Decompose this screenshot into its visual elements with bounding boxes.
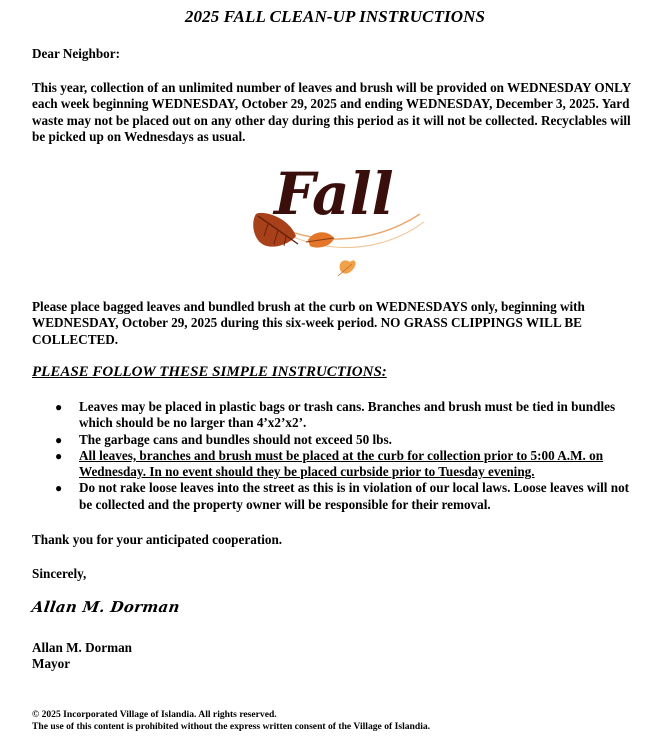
- instruction-text: Do not rake loose leaves into the street as this is in violation of our local laws. Loose leaves will not be collected and the property owner will be responsible for their removal.: [79, 480, 630, 512]
- signer-block: [32, 640, 644, 673]
- page-title: 2025 FALL CLEAN-UP INSTRUCTIONS: [184, 7, 486, 26]
- signature: Allan M. Dorman: [30, 598, 182, 616]
- list-item: [55, 399, 639, 432]
- closing-line: Sincerely,: [32, 566, 87, 581]
- bullet-icon: ●: [55, 400, 63, 414]
- signer-name: Allan M. Dorman: [32, 640, 133, 655]
- instructions-heading: PLEASE FOLLOW THESE SIMPLE INSTRUCTIONS:: [32, 364, 387, 380]
- usage-notice: The use of this content is prohibited without the express written consent of the Village of Islandia.: [32, 721, 431, 732]
- copyright-line: © 2025 Incorporated Village of Islandia. All rights reserved.: [32, 709, 277, 720]
- thanks-line: Thank you for your anticipated cooperation.: [32, 532, 283, 547]
- list-item: [55, 480, 639, 513]
- logo-text: Fall: [274, 160, 394, 228]
- greeting: Dear Neighbor:: [32, 46, 121, 61]
- bullet-icon: ●: [55, 481, 63, 496]
- fall-leaves-icon: [248, 152, 426, 284]
- instruction-text: All leaves, branches and brush must be placed at the curb for collection prior to 5:00 A.M. on Wednesday. In no event should they be placed curbside prior to Tuesday evening.: [79, 447, 604, 480]
- bullet-icon: ●: [55, 448, 63, 463]
- list-item: [55, 447, 639, 481]
- bagging-paragraph: Please place bagged leaves and bundled brush at the curb on WEDNESDAYS only, beginning with WEDNESDAY, October 29, 2025 during this six-week period. NO GRASS CLIPPINGS WILL BE COLLECTED.: [32, 299, 585, 347]
- intro-paragraph: This year, collection of an unlimited number of leaves and brush will be provided on WEDNESDAY ONLY each week beginning WEDNESDAY, October 29, 2025 and ending WEDNESDAY, December 3, 2025. Yard waste may not be placed out on any other day during this period as it will not be collected. Recyclables will be picked up on Wednesdays as usual.: [32, 80, 631, 144]
- list-item: [55, 431, 639, 448]
- bullet-icon: ●: [55, 432, 63, 447]
- instructions-list: [55, 399, 639, 513]
- fall-logo: [248, 152, 426, 284]
- instruction-text: The garbage cans and bundles should not exceed 50 lbs.: [79, 431, 392, 447]
- instruction-text: Leaves may be placed in plastic bags or trash cans. Branches and brush must be tied in bundles which should be no larger than 4’x2’x2’.: [79, 399, 616, 431]
- footer: [32, 709, 652, 733]
- signer-title: Mayor: [32, 656, 71, 672]
